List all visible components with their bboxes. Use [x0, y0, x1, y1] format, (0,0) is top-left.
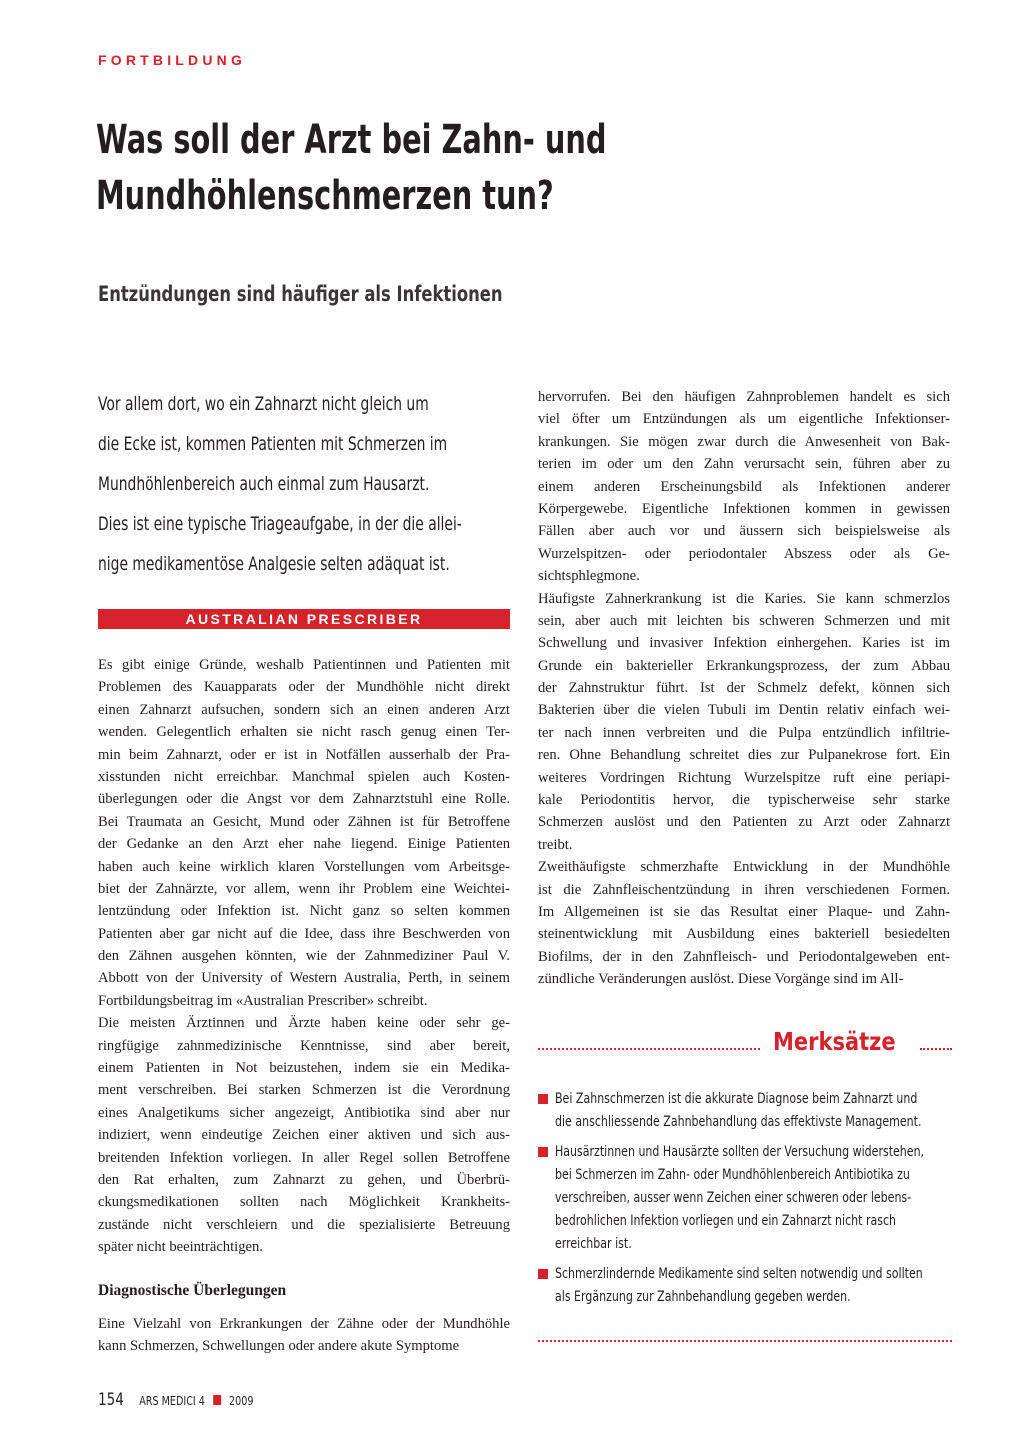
article-title: [96, 112, 816, 224]
journal-name: ARS MEDICI 4: [139, 1394, 205, 1408]
text-line: einem anderen Erscheinungsbild als Infektionen anderer: [538, 478, 950, 495]
merksatz-line: Hausärztinnen und Hausärzte sollten der Versuchung widerstehen,: [555, 1144, 925, 1160]
merksatz-line: erreichbar ist.: [555, 1236, 632, 1252]
text-line: Biofilms, der in den Zahnfleisch- und Periodontalgeweben ent-: [538, 948, 950, 965]
article-subtitle: Entzündungen sind häufiger als Infektionen: [98, 282, 503, 306]
text-line: Abbott von der University of Western Australia, Perth, in seinem: [98, 970, 510, 987]
body-column-left: [98, 654, 510, 1259]
body-column-left-continued: [98, 1313, 510, 1358]
text-line: breitenden Infektion vorliegen. In aller Regel sollen Betroffene: [98, 1149, 510, 1166]
merksaetze-rule-bottom: [538, 1340, 952, 1342]
text-line: haben auch keine wirklich klaren Vorstellungen vom Arbeitsge-: [98, 858, 510, 875]
text-line: Fällen aber auch vor und äussern sich beispielsweise als: [538, 523, 950, 540]
text-line: zustände nicht verschleiern und die spezialisierte Betreuung: [98, 1216, 510, 1233]
text-line: lentzündung oder Infektion ist. Nicht ganz so selten kommen: [98, 903, 510, 920]
text-line: Es gibt einige Gründe, weshalb Patientinnen und Patienten mit: [98, 657, 510, 673]
lead-line: Mundhöhlenbereich auch einmal zum Hausarzt.: [98, 473, 430, 495]
section-label: FORTBILDUNG: [98, 52, 247, 68]
text-line: viel öfter um Entzündungen als um eigentliche Infektionser-: [538, 411, 950, 428]
merksatz-item: [555, 1141, 950, 1256]
text-line: sein, aber auch mit leichten bis schweren Schmerzen und mit: [538, 612, 950, 629]
text-line: zündliche Veränderungen auslöst. Diese Vorgänge sind im All-: [538, 971, 904, 988]
text-line: kann Schmerzen, Schwellungen oder andere akute Symptome: [98, 1338, 460, 1355]
text-line: krankungen. Sie mögen zwar durch die Anwesenheit von Bak-: [538, 433, 950, 450]
text-line: indiziert, wenn eindeutige Zeichen einer aktiven und sich aus-: [98, 1127, 510, 1144]
text-line: wenden. Gelegentlich erhalten sie nicht rasch genug einen Ter-: [98, 724, 510, 741]
merksatz-item: [555, 1088, 950, 1134]
text-line: Zweithäufigste schmerzhafte Entwicklung in der Mundhöhle: [538, 859, 950, 876]
merksaetze-title: Merksätze: [773, 1027, 896, 1056]
text-line: ist die Zahnfleischentzündung in ihren verschiedenen Formen.: [538, 881, 950, 898]
lead-line: Dies ist eine typische Triageaufgabe, in der die allei-: [98, 513, 462, 535]
title-line-1: Was soll der Arzt bei Zahn- und: [96, 117, 607, 163]
bullet-square-icon: [538, 1094, 548, 1104]
text-line: kale Periodontitis hervor, die typischerweise sehr starke: [538, 792, 950, 809]
text-line: terien im oder um den Zahn verursacht sein, führen aber zu: [538, 456, 950, 473]
text-line: sichtsphlegmone.: [538, 568, 640, 585]
title-line-2: Mundhöhlenschmerzen tun?: [96, 173, 554, 219]
text-line: ter nach innen verbreiten und die Pulpa entzündlich infiltrie-: [538, 724, 950, 741]
text-line: Grunde ein bakterieller Erkrankungsprozess, der zum Abbau: [538, 657, 950, 674]
merksatz-line: bei Schmerzen im Zahn- oder Mundhöhlenbereich Antibiotika zu: [555, 1167, 910, 1183]
source-banner: AUSTRALIAN PRESCRIBER: [98, 609, 510, 629]
merksaetze-rule-top-right: [920, 1048, 952, 1050]
text-line: Fortbildungsbeitrag im «Australian Prescriber» schreibt.: [98, 992, 428, 1009]
text-line: hervorrufen. Bei den häufigen Zahnproblemen handelt es sich: [538, 389, 950, 405]
text-line: Körpergewebe. Eigentliche Infektionen kommen in gewissen: [538, 500, 950, 517]
journal-year: 2009: [229, 1394, 254, 1408]
text-line: steinentwicklung mit Ausbildung eines bakteriell besiedelten: [538, 926, 950, 943]
text-line: ment verschreiben. Bei starken Schmerzen ist die Verordnung: [98, 1082, 510, 1099]
bullet-square-icon: [538, 1269, 548, 1279]
text-line: treibt.: [538, 836, 573, 853]
text-line: min beim Zahnarzt, oder er ist in Notfällen ausserhalb der Pra-: [98, 746, 510, 763]
merksatz-line: als Ergänzung zur Zahnbehandlung gegeben werden.: [555, 1289, 851, 1305]
merksatz-line: Schmerzlindernde Medikamente sind selten notwendig und sollten: [555, 1266, 923, 1282]
text-line: Patienten aber gar nicht auf die Idee, dass ihre Beschwerden von: [98, 925, 510, 942]
text-line: den Zähnen ausgehen könnten, wie der Zahnmediziner Paul V.: [98, 948, 510, 965]
page-number: 154: [98, 1390, 124, 1410]
square-separator-icon: [213, 1395, 221, 1405]
text-line: Häufigste Zahnerkrankung ist die Karies. Sie kann schmerzlos: [538, 590, 950, 607]
text-line: Im Allgemeinen ist sie das Resultat einer Plaque- und Zahn-: [538, 904, 950, 921]
text-line: der Zahnstruktur führt. Ist der Schmelz defekt, können sich: [538, 680, 950, 697]
lead-paragraph: [98, 384, 507, 584]
text-line: ckungsmedikationen sollten nach Möglichkeit Krankheits-: [98, 1194, 510, 1211]
text-line: ren. Ohne Behandlung schreitet dies zur Pulpanekrose fort. Ein: [538, 747, 950, 764]
text-line: Bei Traumata an Gesicht, Mund oder Zähnen ist für Betroffene: [98, 813, 510, 830]
text-line: der Gedanke an den Arzt eher nahe liegend. Einige Patienten: [98, 836, 510, 853]
text-line: Schwellung und invasiver Infektion einhergehen. Karies ist im: [538, 635, 950, 652]
merksatz-line: die anschliessende Zahnbehandlung das effektivste Management.: [555, 1114, 922, 1130]
text-line: xisstunden nicht erreichbar. Manchmal spielen auch Kosten-: [98, 768, 510, 785]
text-line: Die meisten Ärztinnen und Ärzte haben keine oder sehr ge-: [98, 1015, 510, 1032]
section-subheading: Diagnostische Überlegungen: [98, 1282, 287, 1299]
text-line: Schmerzen auslöst und den Patienten zu Arzt oder Zahnarzt: [538, 814, 950, 831]
merksatz-line: verschreiben, ausser wenn Zeichen einer schweren oder lebens-: [555, 1190, 912, 1206]
text-line: ringfügige zahnmedizinische Kenntnisse, sind aber bereit,: [98, 1037, 510, 1054]
merksaetze-rule-top: [538, 1048, 760, 1050]
text-line: Eine Vielzahl von Erkrankungen der Zähne oder der Mundhöhle: [98, 1316, 510, 1332]
text-line: biet der Zahnärzte, vor allem, wenn ihr Problem eine Weichtei-: [98, 880, 510, 897]
text-line: den Rat erhalten, zum Zahnarzt zu gehen, und Überbrü-: [98, 1172, 510, 1188]
lead-line: die Ecke ist, kommen Patienten mit Schmerzen im: [98, 433, 448, 455]
lead-line: nige medikamentöse Analgesie selten adäquat ist.: [98, 553, 450, 575]
text-line: Wurzelspitzen- oder periodontaler Abszess oder als Ge-: [538, 545, 950, 562]
text-line: überlegungen oder die Angst vor dem Zahnarztstuhl eine Rolle.: [98, 791, 510, 808]
text-line: eines Analgetikums sicher angezeigt, Antibiotika sind aber nur: [98, 1104, 510, 1121]
merksatz-line: Bei Zahnschmerzen ist die akkurate Diagnose beim Zahnarzt und: [555, 1091, 918, 1107]
body-column-right: [538, 386, 950, 991]
text-line: einem Patienten in Not beizustehen, indem sie ein Medika-: [98, 1060, 510, 1077]
text-line: Bakterien über die vielen Tubuli im Dentin relativ einfach wei-: [538, 702, 950, 719]
text-line: einen Zahnarzt aufsuchen, sondern sich an einen anderen Arzt: [98, 701, 510, 718]
merksatz-item: [555, 1263, 950, 1309]
lead-line: Vor allem dort, wo ein Zahnarzt nicht gleich um: [98, 393, 429, 415]
text-line: später nicht beeinträchtigen.: [98, 1239, 263, 1256]
merksatz-line: bedrohlichen Infektion vorliegen und ein Zahnarzt nicht rasch: [555, 1213, 897, 1229]
text-line: Problemen des Kauapparats oder der Mundhöhle nicht direkt: [98, 679, 510, 696]
text-line: weiteres Vordringen Richtung Wurzelspitze ruft eine periapi-: [538, 769, 950, 786]
bullet-square-icon: [538, 1147, 548, 1157]
page-footer: [98, 1390, 253, 1410]
